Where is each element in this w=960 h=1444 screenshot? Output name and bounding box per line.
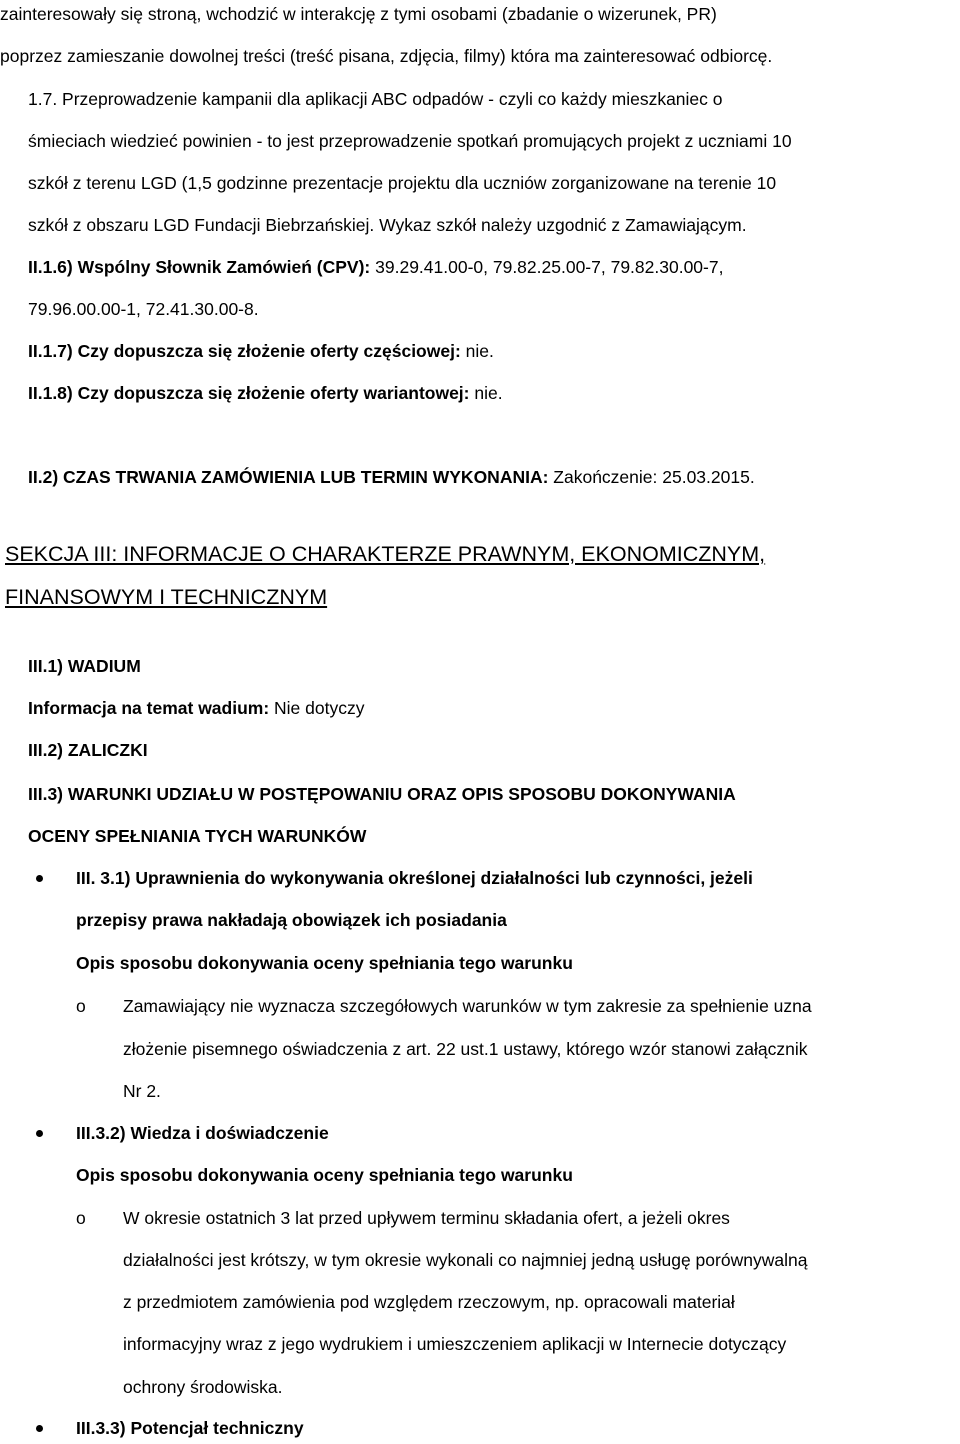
item-3-2-opis: Opis sposobu dokonywania oceny spełniania tego warunku bbox=[76, 1165, 573, 1185]
item-1-7-line-1: 1.7. Przeprowadzenie kampanii dla aplikacji ABC odpadów - czyli co każdy mieszkaniec o bbox=[28, 89, 723, 109]
item-3-2-text-line-2: działalności jest krótszy, w tym okresie wykonali co najmniej jedną usługę porównywalną bbox=[123, 1250, 808, 1270]
cpv-line bbox=[28, 256, 723, 278]
item-3-1-opis: Opis sposobu dokonywania oceny spełniania tego warunku bbox=[76, 953, 573, 973]
section-3-title-line-1: SEKCJA III: INFORMACJE O CHARAKTERZE PRAWNYM, EKONOMICZNYM, bbox=[5, 542, 766, 566]
duration-value: Zakończenie: 25.03.2015. bbox=[548, 467, 755, 487]
wadium-info-value: Nie dotyczy bbox=[269, 698, 365, 718]
partial-offer-line bbox=[28, 340, 494, 362]
intro-line-2: poprzez zamieszanie dowolnej treści (treść pisana, zdjęcia, filmy) która ma zainteresować odbiorcę. bbox=[0, 46, 773, 66]
cpv-value-2: 79.96.00.00-1, 72.41.30.00-8. bbox=[28, 299, 259, 319]
variant-offer-line bbox=[28, 382, 503, 404]
item-3-2-text-line-5: ochrony środowiska. bbox=[123, 1377, 283, 1397]
variant-offer-value: nie. bbox=[469, 383, 503, 403]
section-3-title-line-2: FINANSOWYM I TECHNICZNYM bbox=[5, 585, 328, 609]
circle-bullet-icon: o bbox=[76, 1208, 86, 1228]
item-3-1-title-line-1: III. 3.1) Uprawnienia do wykonywania określonej działalności lub czynności, jeżeli bbox=[76, 868, 753, 888]
zaliczki-heading: III.2) ZALICZKI bbox=[28, 740, 148, 760]
duration-label: II.2) CZAS TRWANIA ZAMÓWIENIA LUB TERMIN WYKONANIA: bbox=[28, 467, 549, 487]
cpv-label: II.1.6) Wspólny Słownik Zamówień (CPV): bbox=[28, 257, 371, 277]
wadium-info-label: Informacja na temat wadium: bbox=[28, 698, 270, 718]
intro-line-1: zainteresowały się stroną, wchodzić w interakcję z tymi osobami (zbadanie o wizerunek, PR) bbox=[0, 4, 717, 24]
item-1-7-line-2: śmieciach wiedzieć powinien - to jest przeprowadzenie spotkań promujących projekt z uczniami 10 bbox=[28, 131, 792, 151]
partial-offer-label: II.1.7) Czy dopuszcza się złożenie oferty częściowej: bbox=[28, 341, 461, 361]
item-1-7-line-3: szkół z terenu LGD (1,5 godzinne prezentacje projektu dla uczniów zorganizowane na terenie 10 bbox=[28, 173, 777, 193]
item-3-1-text-line-3: Nr 2. bbox=[123, 1081, 161, 1101]
item-3-3-title: III.3.3) Potencjał techniczny bbox=[76, 1418, 304, 1438]
item-1-7-line-4: szkół z obszaru LGD Fundacji Biebrzańskiej. Wykaz szkół należy uzgodnić z Zamawiającym. bbox=[28, 215, 747, 235]
item-3-1-text-line-1: Zamawiający nie wyznacza szczegółowych warunków w tym zakresie za spełnienie uzna bbox=[123, 996, 812, 1016]
item-3-2-text-line-3: z przedmiotem zamówienia pod względem rzeczowym, np. opracowali materiał bbox=[123, 1292, 735, 1312]
item-3-2-text-line-4: informacyjny wraz z jego wydrukiem i umieszczeniem aplikacji w Internecie dotyczący bbox=[123, 1334, 787, 1354]
bullet-icon bbox=[36, 1425, 43, 1432]
item-3-1-title-line-2: przepisy prawa nakładają obowiązek ich posiadania bbox=[76, 910, 507, 930]
item-3-2-title: III.3.2) Wiedza i doświadczenie bbox=[76, 1123, 329, 1143]
cpv-value-1: 39.29.41.00-0, 79.82.25.00-7, 79.82.30.00-7, bbox=[370, 257, 724, 277]
circle-bullet-icon: o bbox=[76, 996, 86, 1016]
duration-line bbox=[28, 466, 755, 488]
item-3-1-text-line-2: złożenie pisemnego oświadczenia z art. 22 ust.1 ustawy, którego wzór stanowi załącznik bbox=[123, 1039, 808, 1059]
bullet-icon bbox=[36, 1130, 43, 1137]
warunki-heading-line-1: III.3) WARUNKI UDZIAŁU W POSTĘPOWANIU ORAZ OPIS SPOSOBU DOKONYWANIA bbox=[28, 784, 736, 804]
wadium-heading: III.1) WADIUM bbox=[28, 656, 141, 676]
bullet-icon bbox=[36, 875, 43, 882]
wadium-info bbox=[28, 697, 364, 719]
partial-offer-value: nie. bbox=[460, 341, 494, 361]
warunki-heading-line-2: OCENY SPEŁNIANIA TYCH WARUNKÓW bbox=[28, 826, 367, 846]
variant-offer-label: II.1.8) Czy dopuszcza się złożenie oferty wariantowej: bbox=[28, 383, 470, 403]
item-3-2-text-line-1: W okresie ostatnich 3 lat przed upływem terminu składania ofert, a jeżeli okres bbox=[123, 1208, 730, 1228]
